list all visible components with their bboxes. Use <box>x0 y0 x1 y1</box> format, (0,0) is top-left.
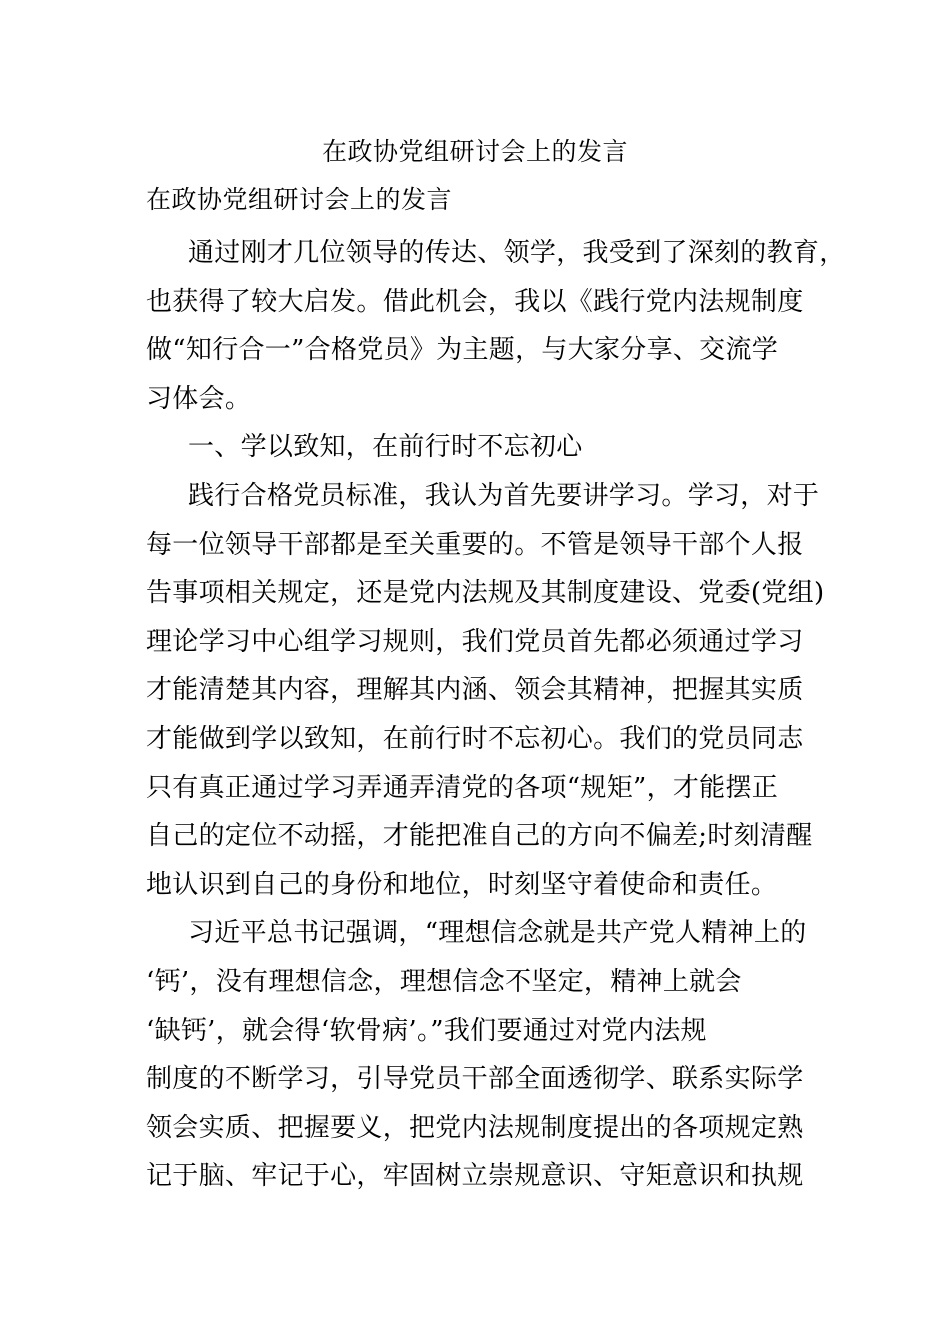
paragraph-line: 也获得了较大启发。借此机会，我以《践行党内法规制度 <box>146 286 804 317</box>
paragraph-line: 每一位领导干部都是至关重要的。不管是领导干部个人报 <box>146 529 804 560</box>
paragraph-line: 领会实质、把握要义，把党内法规制度提出的各项规定熟 <box>146 1112 804 1143</box>
paragraph-line: 只有真正通过学习弄通弄清党的各项“规矩”，才能摆正 <box>146 772 779 803</box>
section-heading: 一、学以致知，在前行时不忘初心 <box>188 432 583 463</box>
document-subtitle: 在政协党组研讨会上的发言 <box>146 185 453 214</box>
paragraph-line: 记于脑、牢记于心，牢固树立崇规意识、守矩意识和执规 <box>146 1161 804 1192</box>
paragraph-line: ‘钙’，没有理想信念，理想信念不坚定，精神上就会 <box>146 966 742 997</box>
paragraph-line: 地认识到自己的身份和地位，时刻坚守着使命和责任。 <box>146 869 778 900</box>
paragraph-line: 习体会。 <box>146 383 252 414</box>
paragraph-line: 才能清楚其内容，理解其内涵、领会其精神，把握其实质 <box>146 675 804 706</box>
document-title: 在政协党组研讨会上的发言 <box>321 137 628 166</box>
document-body <box>146 229 846 1201</box>
paragraph-line: ‘缺钙’，就会得‘软骨病’。”我们要通过对党内法规 <box>146 1015 707 1046</box>
paragraph-line: 制度的不断学习，引导党员干部全面透彻学、联系实际学 <box>146 1064 804 1095</box>
paragraph-line: 践行合格党员标准，我认为首先要讲学习。学习，对于 <box>188 480 820 511</box>
paragraph-line: 习近平总书记强调，“理想信念就是共产党人精神上的 <box>188 918 807 949</box>
paragraph-line: 做“知行合一”合格党员》为主题，与大家分享、交流学 <box>146 335 779 366</box>
paragraph-line: 告事项相关规定，还是党内法规及其制度建设、党委(党组) <box>146 578 825 609</box>
paragraph-line: 通过刚才几位领导的传达、领学，我受到了深刻的教育， <box>188 238 846 268</box>
paragraph-line: 自己的定位不动摇，才能把准自己的方向不偏差;时刻清醒 <box>146 821 813 852</box>
paragraph-line: 理论学习中心组学习规则，我们党员首先都必须通过学习 <box>146 626 804 657</box>
paragraph-line: 才能做到学以致知，在前行时不忘初心。我们的党员同志 <box>146 723 804 754</box>
